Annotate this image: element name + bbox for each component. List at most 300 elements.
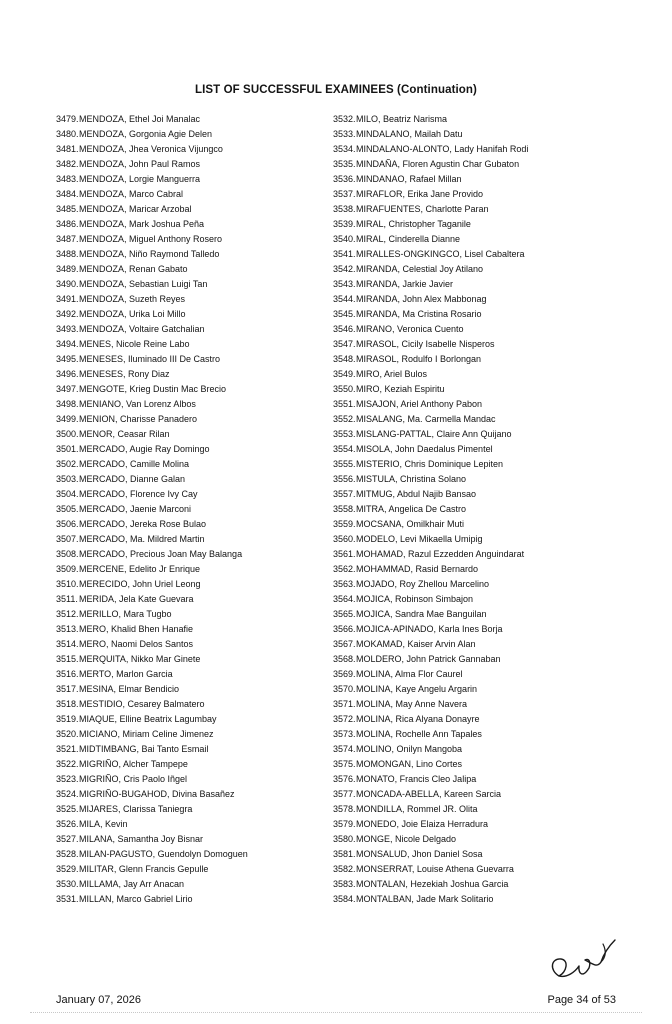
entry-number: 3573. xyxy=(333,729,356,739)
examinee-name: MOJICA, Robinson Simbajon xyxy=(356,594,474,604)
list-item xyxy=(333,742,633,757)
examinee-name: MOLINA, Alma Flor Caurel xyxy=(356,669,463,679)
examinee-name: MINDALANO, Mailah Datu xyxy=(356,129,463,139)
list-item xyxy=(56,712,356,727)
entry-number: 3538. xyxy=(333,204,356,214)
list-item xyxy=(56,847,356,862)
entry-number: 3536. xyxy=(333,174,356,184)
entry-number: 3566. xyxy=(333,624,356,634)
examinee-name: MOLINA, May Anne Navera xyxy=(356,699,468,709)
examinee-name: MIRANDA, Jarkie Javier xyxy=(356,279,454,289)
list-item xyxy=(333,517,633,532)
list-item xyxy=(56,217,356,232)
list-item xyxy=(56,577,356,592)
entry-number: 3534. xyxy=(333,144,356,154)
examinee-name: MIRO, Ariel Bulos xyxy=(356,369,428,379)
list-item xyxy=(333,697,633,712)
list-item xyxy=(56,532,356,547)
examinee-name: MINDALANO-ALONTO, Lady Hanifah Rodi xyxy=(356,144,529,154)
examinee-name: MENDOZA, Miguel Anthony Rosero xyxy=(79,234,223,244)
entry-number: 3523. xyxy=(56,774,79,784)
entry-number: 3531. xyxy=(56,894,79,904)
list-item xyxy=(56,367,356,382)
examinee-name: MERILLO, Mara Tugbo xyxy=(79,609,172,619)
examinee-name: MOLINO, Onilyn Mangoba xyxy=(356,744,463,754)
list-item xyxy=(56,802,356,817)
entry-number: 3495. xyxy=(56,354,79,364)
list-item xyxy=(333,232,633,247)
entry-number: 3480. xyxy=(56,129,79,139)
entry-number: 3503. xyxy=(56,474,79,484)
examinee-list-right xyxy=(333,112,633,907)
list-item xyxy=(333,262,633,277)
examinee-name: MERCADO, Precious Joan May Balanga xyxy=(79,549,243,559)
examinee-name: MIRAFUENTES, Charlotte Paran xyxy=(356,204,489,214)
examinee-name: MIGRIÑO, Cris Paolo Iñgel xyxy=(79,774,188,784)
examinee-name: MILLAN, Marco Gabriel Lirio xyxy=(79,894,193,904)
entry-number: 3479. xyxy=(56,114,79,124)
examinee-name: MITRA, Angelica De Castro xyxy=(356,504,467,514)
entry-number: 3522. xyxy=(56,759,79,769)
entry-number: 3551. xyxy=(333,399,356,409)
entry-number: 3500. xyxy=(56,429,79,439)
examinee-name: MISLANG-PATTAL, Claire Ann Quijano xyxy=(356,429,512,439)
examinee-name: MERCADO, Camille Molina xyxy=(79,459,190,469)
examinee-name: MERCADO, Florence Ivy Cay xyxy=(79,489,198,499)
entry-number: 3502. xyxy=(56,459,79,469)
examinee-name: MENDOZA, Marco Cabral xyxy=(79,189,184,199)
examinee-name: MIDTIMBANG, Bai Tanto Esmail xyxy=(79,744,209,754)
list-item xyxy=(333,682,633,697)
entry-number: 3557. xyxy=(333,489,356,499)
list-item xyxy=(333,322,633,337)
entry-number: 3570. xyxy=(333,684,356,694)
entry-number: 3545. xyxy=(333,309,356,319)
examinee-name: MENDOZA, Maricar Arzobal xyxy=(79,204,192,214)
list-item xyxy=(333,277,633,292)
entry-number: 3498. xyxy=(56,399,79,409)
footer-date: January 07, 2026 xyxy=(56,994,142,1006)
entry-number: 3575. xyxy=(333,759,356,769)
examinee-name: MONTALAN, Hezekiah Joshua Garcia xyxy=(356,879,509,889)
examinee-name: MENDOZA, Jhea Veronica Vijungco xyxy=(79,144,223,154)
entry-number: 3548. xyxy=(333,354,356,364)
list-item xyxy=(56,472,356,487)
examinee-name: MIRASOL, Cicily Isabelle Nisperos xyxy=(356,339,495,349)
list-item xyxy=(56,382,356,397)
list-item xyxy=(333,157,633,172)
examinee-name: MOLINA, Rochelle Ann Tapales xyxy=(356,729,482,739)
list-item xyxy=(56,502,356,517)
examinee-name: MOJADO, Roy Zhellou Marcelino xyxy=(356,579,490,589)
list-item xyxy=(333,337,633,352)
examinee-name: MESTIDIO, Cesarey Balmatero xyxy=(79,699,205,709)
examinee-name: MOMONGAN, Lino Cortes xyxy=(356,759,463,769)
examinee-name: MESINA, Elmar Bendicio xyxy=(79,684,180,694)
examinee-name: MICIANO, Miriam Celine Jimenez xyxy=(79,729,214,739)
entry-number: 3492. xyxy=(56,309,79,319)
entry-number: 3481. xyxy=(56,144,79,154)
entry-number: 3517. xyxy=(56,684,79,694)
list-item xyxy=(56,817,356,832)
list-item xyxy=(333,622,633,637)
list-item xyxy=(333,367,633,382)
list-item xyxy=(333,667,633,682)
entry-number: 3558. xyxy=(333,504,356,514)
list-item xyxy=(56,322,356,337)
examinee-name: MENGOTE, Krieg Dustin Mac Brecio xyxy=(79,384,227,394)
examinee-name: MIRAL, Christopher Taganile xyxy=(356,219,471,229)
examinee-name: MENIANO, Van Lorenz Albos xyxy=(79,399,196,409)
list-item xyxy=(56,547,356,562)
examinee-name: MIRASOL, Rodulfo I Borlongan xyxy=(356,354,482,364)
entry-number: 3512. xyxy=(56,609,79,619)
list-item xyxy=(56,772,356,787)
list-item xyxy=(333,142,633,157)
examinee-name: MENDOZA, Mark Joshua Peña xyxy=(79,219,205,229)
list-item xyxy=(333,502,633,517)
examinee-name: MIGRIÑO, Alcher Tampepe xyxy=(79,759,188,769)
entry-number: 3543. xyxy=(333,279,356,289)
list-item xyxy=(56,727,356,742)
list-item xyxy=(56,562,356,577)
list-item xyxy=(333,217,633,232)
list-item xyxy=(333,712,633,727)
list-item xyxy=(333,772,633,787)
list-item xyxy=(56,232,356,247)
list-item xyxy=(333,172,633,187)
entry-number: 3501. xyxy=(56,444,79,454)
list-item xyxy=(56,112,356,127)
list-item xyxy=(56,457,356,472)
entry-number: 3556. xyxy=(333,474,356,484)
list-item xyxy=(333,562,633,577)
examinee-name: MERO, Naomi Delos Santos xyxy=(79,639,194,649)
list-item xyxy=(56,157,356,172)
entry-number: 3532. xyxy=(333,114,356,124)
entry-number: 3518. xyxy=(56,699,79,709)
list-item xyxy=(56,757,356,772)
list-item xyxy=(56,832,356,847)
list-item xyxy=(56,307,356,322)
list-item xyxy=(333,637,633,652)
examinee-name: MENESES, Rony Diaz xyxy=(79,369,170,379)
examinee-name: MONTALBAN, Jade Mark Solitario xyxy=(356,894,494,904)
list-item xyxy=(333,247,633,262)
list-item xyxy=(56,172,356,187)
examinee-name: MENDOZA, Voltaire Gatchalian xyxy=(79,324,205,334)
list-item xyxy=(333,487,633,502)
examinee-name: MERCADO, Ma. Mildred Martin xyxy=(79,534,205,544)
examinee-name: MIRALLES-ONGKINGCO, Lisel Cabaltera xyxy=(356,249,525,259)
list-item xyxy=(333,292,633,307)
examinee-name: MOLINA, Rica Alyana Donayre xyxy=(356,714,480,724)
examinee-name: MIRAFLOR, Erika Jane Provido xyxy=(356,189,484,199)
list-item xyxy=(333,442,633,457)
list-item xyxy=(333,787,633,802)
examinee-name: MIGRIÑO-BUGAHOD, Divina Basañez xyxy=(79,789,235,799)
examinee-name: MERCENE, Edelito Jr Enrique xyxy=(79,564,201,574)
examinee-name: MOLDERO, John Patrick Gannaban xyxy=(356,654,501,664)
entry-number: 3584. xyxy=(333,894,356,904)
examinee-name: MERCADO, Augie Ray Domingo xyxy=(79,444,210,454)
entry-number: 3582. xyxy=(333,864,356,874)
examinee-name: MENDOZA, Sebastian Luigi Tan xyxy=(79,279,208,289)
entry-number: 3490. xyxy=(56,279,79,289)
entry-number: 3539. xyxy=(333,219,356,229)
entry-number: 3514. xyxy=(56,639,79,649)
list-item xyxy=(333,877,633,892)
entry-number: 3542. xyxy=(333,264,356,274)
page-number: Page 34 of 53 xyxy=(547,994,616,1006)
list-item xyxy=(333,817,633,832)
list-item xyxy=(56,592,356,607)
entry-number: 3544. xyxy=(333,294,356,304)
list-item xyxy=(333,592,633,607)
examinee-name: MISTERIO, Chris Dominique Lepiten xyxy=(356,459,504,469)
list-item xyxy=(333,892,633,907)
examinee-name: MODELO, Levi Mikaella Umipig xyxy=(356,534,483,544)
examinee-name: MOJICA, Sandra Mae Banguilan xyxy=(356,609,487,619)
entry-number: 3524. xyxy=(56,789,79,799)
entry-number: 3505. xyxy=(56,504,79,514)
list-item xyxy=(333,427,633,442)
examinee-name: MONDILLA, Rommel JR. Olita xyxy=(356,804,478,814)
examinee-name: MINDANAO, Rafael Millan xyxy=(356,174,462,184)
examinee-name: MENDOZA, Ethel Joi Manalac xyxy=(79,114,201,124)
entry-number: 3526. xyxy=(56,819,79,829)
list-item xyxy=(333,307,633,322)
entry-number: 3507. xyxy=(56,534,79,544)
list-item xyxy=(333,757,633,772)
entry-number: 3549. xyxy=(333,369,356,379)
examinee-name: MIRAL, Cinderella Dianne xyxy=(356,234,461,244)
entry-number: 3559. xyxy=(333,519,356,529)
list-item xyxy=(333,847,633,862)
list-item xyxy=(333,577,633,592)
list-item xyxy=(56,127,356,142)
entry-number: 3550. xyxy=(333,384,356,394)
entry-number: 3529. xyxy=(56,864,79,874)
entry-number: 3568. xyxy=(333,654,356,664)
list-item xyxy=(56,607,356,622)
entry-number: 3533. xyxy=(333,129,356,139)
list-item xyxy=(56,517,356,532)
examinee-name: MENDOZA, Urika Loi Millo xyxy=(79,309,186,319)
entry-number: 3515. xyxy=(56,654,79,664)
list-item xyxy=(56,187,356,202)
handwritten-signature-icon xyxy=(545,932,620,987)
list-item xyxy=(56,637,356,652)
examinee-name: MILANA, Samantha Joy Bisnar xyxy=(79,834,204,844)
examinee-name: MILLAMA, Jay Arr Anacan xyxy=(79,879,185,889)
entry-number: 3485. xyxy=(56,204,79,214)
examinee-name: MENESES, Iluminado III De Castro xyxy=(79,354,221,364)
list-item xyxy=(333,472,633,487)
entry-number: 3513. xyxy=(56,624,79,634)
list-item xyxy=(333,727,633,742)
entry-number: 3487. xyxy=(56,234,79,244)
examinee-name: MENOR, Ceasar Rilan xyxy=(79,429,170,439)
examinee-name: MENDOZA, Niño Raymond Talledo xyxy=(79,249,220,259)
entry-number: 3491. xyxy=(56,294,79,304)
entry-number: 3579. xyxy=(333,819,356,829)
list-item xyxy=(56,652,356,667)
list-item xyxy=(333,547,633,562)
examinee-name: MIRANDA, John Alex Mabbonag xyxy=(356,294,487,304)
list-item xyxy=(56,442,356,457)
entry-number: 3493. xyxy=(56,324,79,334)
examinee-name: MIAQUE, Elline Beatrix Lagumbay xyxy=(79,714,217,724)
entry-number: 3508. xyxy=(56,549,79,559)
examinee-name: MOLINA, Kaye Angelu Argarin xyxy=(356,684,478,694)
entry-number: 3574. xyxy=(333,744,356,754)
entry-number: 3530. xyxy=(56,879,79,889)
entry-number: 3571. xyxy=(333,699,356,709)
examinee-name: MISALANG, Ma. Carmella Mandac xyxy=(356,414,496,424)
entry-number: 3494. xyxy=(56,339,79,349)
entry-number: 3561. xyxy=(333,549,356,559)
list-item xyxy=(333,112,633,127)
examinee-name: MENDOZA, Renan Gabato xyxy=(79,264,188,274)
scan-artifact-divider xyxy=(30,1012,642,1014)
examinee-name: MILITAR, Glenn Francis Gepulle xyxy=(79,864,209,874)
list-item xyxy=(333,862,633,877)
list-item xyxy=(333,802,633,817)
list-item xyxy=(56,787,356,802)
entry-number: 3552. xyxy=(333,414,356,424)
entry-number: 3567. xyxy=(333,639,356,649)
examinee-name: MONATO, Francis Cleo Jalipa xyxy=(356,774,477,784)
examinee-list-left xyxy=(56,112,356,907)
entry-number: 3572. xyxy=(333,714,356,724)
entry-number: 3546. xyxy=(333,324,356,334)
examinee-name: MERTO, Marlon Garcia xyxy=(79,669,173,679)
examinee-name: MILAN-PAGUSTO, Guendolyn Domoguen xyxy=(79,849,248,859)
entry-number: 3583. xyxy=(333,879,356,889)
list-item xyxy=(56,622,356,637)
entry-number: 3509. xyxy=(56,564,79,574)
entry-number: 3521. xyxy=(56,744,79,754)
examinee-name: MINDAÑA, Floren Agustin Char Gubaton xyxy=(356,159,520,169)
entry-number: 3555. xyxy=(333,459,356,469)
list-item xyxy=(333,607,633,622)
list-item xyxy=(333,352,633,367)
entry-number: 3535. xyxy=(333,159,356,169)
list-item xyxy=(56,202,356,217)
examinee-name: MONSALUD, Jhon Daniel Sosa xyxy=(356,849,483,859)
list-item xyxy=(56,397,356,412)
list-item xyxy=(333,412,633,427)
entry-number: 3527. xyxy=(56,834,79,844)
examinee-name: MONEDO, Joie Elaiza Herradura xyxy=(356,819,489,829)
entry-number: 3578. xyxy=(333,804,356,814)
examinee-name: MERECIDO, John Uriel Leong xyxy=(79,579,201,589)
entry-number: 3484. xyxy=(56,189,79,199)
examinee-name: MOHAMAD, Razul Ezzedden Anguindarat xyxy=(356,549,525,559)
entry-number: 3497. xyxy=(56,384,79,394)
examinee-name: MISOLA, John Daedalus Pimentel xyxy=(356,444,493,454)
entry-number: 3488. xyxy=(56,249,79,259)
entry-number: 3576. xyxy=(333,774,356,784)
examinee-name: MENDOZA, John Paul Ramos xyxy=(79,159,201,169)
entry-number: 3565. xyxy=(333,609,356,619)
list-item xyxy=(56,427,356,442)
list-item xyxy=(56,892,356,907)
entry-number: 3560. xyxy=(333,534,356,544)
entry-number: 3506. xyxy=(56,519,79,529)
examinee-name: MIRANDA, Ma Cristina Rosario xyxy=(356,309,482,319)
list-item xyxy=(56,742,356,757)
list-item xyxy=(56,487,356,502)
entry-number: 3486. xyxy=(56,219,79,229)
entry-number: 3554. xyxy=(333,444,356,454)
list-item xyxy=(333,832,633,847)
list-item xyxy=(56,667,356,682)
list-item xyxy=(333,532,633,547)
examinee-name: MONSERRAT, Louise Athena Guevarra xyxy=(356,864,514,874)
examinee-name: MIRANDA, Celestial Joy Atilano xyxy=(356,264,484,274)
examinee-name: MISTULA, Christina Solano xyxy=(356,474,467,484)
list-item xyxy=(56,862,356,877)
examinee-name: MERCADO, Dianne Galan xyxy=(79,474,186,484)
examinee-name: MERIDA, Jela Kate Guevara xyxy=(79,594,194,604)
examinee-name: MISAJON, Ariel Anthony Pabon xyxy=(356,399,483,409)
list-item xyxy=(333,127,633,142)
entry-number: 3564. xyxy=(333,594,356,604)
entry-number: 3541. xyxy=(333,249,356,259)
examinee-name: MILO, Beatriz Narisma xyxy=(356,114,448,124)
list-item xyxy=(56,877,356,892)
entry-number: 3525. xyxy=(56,804,79,814)
examinee-name: MONGE, Nicole Delgado xyxy=(356,834,457,844)
entry-number: 3563. xyxy=(333,579,356,589)
entry-number: 3577. xyxy=(333,789,356,799)
list-item xyxy=(333,457,633,472)
entry-number: 3496. xyxy=(56,369,79,379)
entry-number: 3581. xyxy=(333,849,356,859)
examinee-name: MERQUITA, Nikko Mar Ginete xyxy=(79,654,201,664)
list-item xyxy=(333,202,633,217)
entry-number: 3553. xyxy=(333,429,356,439)
entry-number: 3540. xyxy=(333,234,356,244)
list-item xyxy=(56,277,356,292)
examinee-name: MOCSANA, Omilkhair Muti xyxy=(356,519,465,529)
entry-number: 3511. xyxy=(56,594,78,604)
examinee-name: MIJARES, Clarissa Taniegra xyxy=(79,804,193,814)
entry-number: 3520. xyxy=(56,729,79,739)
list-item xyxy=(56,682,356,697)
entry-number: 3504. xyxy=(56,489,79,499)
entry-number: 3528. xyxy=(56,849,79,859)
examinee-name: MENDOZA, Lorgie Manguerra xyxy=(79,174,201,184)
list-item xyxy=(56,292,356,307)
entry-number: 3562. xyxy=(333,564,356,574)
examinee-name: MENDOZA, Gorgonia Agie Delen xyxy=(79,129,213,139)
list-item xyxy=(56,142,356,157)
entry-number: 3547. xyxy=(333,339,356,349)
examinee-name: MIRO, Keziah Espiritu xyxy=(356,384,445,394)
entry-number: 3510. xyxy=(56,579,79,589)
examinee-name: MERO, Khalid Bhen Hanafie xyxy=(79,624,194,634)
list-item xyxy=(56,337,356,352)
entry-number: 3483. xyxy=(56,174,79,184)
examinee-name: MOJICA-APINADO, Karla Ines Borja xyxy=(356,624,503,634)
entry-number: 3499. xyxy=(56,414,79,424)
entry-number: 3482. xyxy=(56,159,79,169)
list-item xyxy=(56,697,356,712)
examinee-name: MENDOZA, Suzeth Reyes xyxy=(79,294,186,304)
